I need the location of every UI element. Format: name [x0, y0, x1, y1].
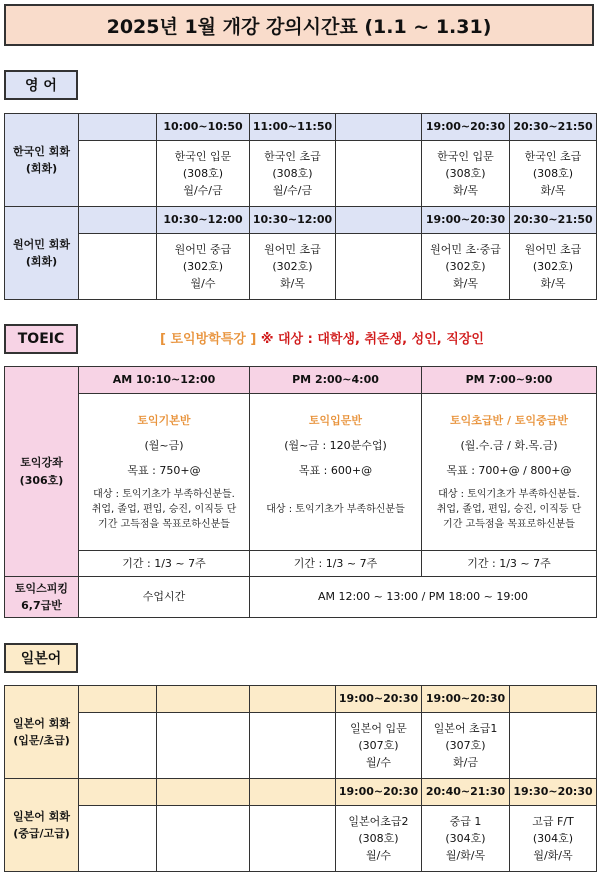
target-line: 대상 : 토익기초가 부족하신분들	[266, 504, 405, 516]
class-name: 고급 F/T	[532, 814, 574, 828]
target-line: 대상 : 토익기초가 부족하신분들.	[93, 489, 235, 501]
target-line: 취업, 졸업, 편입, 승진, 이직등 단	[436, 504, 582, 516]
class-cell	[336, 713, 422, 779]
class-cell-empty	[250, 713, 336, 779]
time-cell: AM 10:10~12:00	[79, 367, 250, 394]
class-period: 기간 : 1/3 ~ 7주	[422, 551, 597, 577]
class-cell-empty	[79, 141, 157, 207]
time-cell: 10:30~12:00	[250, 207, 336, 234]
class-days: 화/목	[280, 277, 305, 291]
speaking-times: AM 12:00 ~ 13:00 / PM 18:00 ~ 19:00	[250, 577, 597, 618]
class-cell	[422, 234, 510, 300]
time-cell-empty	[250, 779, 336, 806]
toeic-schedule-table	[4, 366, 597, 618]
class-cell	[157, 234, 250, 300]
time-cell-empty	[336, 114, 422, 141]
class-room: (302호)	[445, 259, 486, 273]
class-name: 한국인 초급	[264, 149, 321, 163]
class-name: 원어민 중급	[174, 242, 232, 256]
toeic-class-cell	[250, 394, 422, 551]
class-cell	[422, 141, 510, 207]
row-head-sub: (회화)	[25, 255, 58, 268]
class-cell-empty	[336, 234, 422, 300]
class-room: (302호)	[532, 259, 574, 273]
time-cell: 20:30~21:50	[510, 114, 597, 141]
class-cell-empty	[157, 713, 250, 779]
class-cell	[510, 141, 597, 207]
class-days: 월/수/금	[272, 184, 313, 198]
toeic-class-cell	[79, 394, 250, 551]
toeic-promo-target: ※ 대상 : 대학생, 취준생, 성인, 직장인	[260, 332, 484, 347]
class-cell	[510, 806, 597, 872]
japanese-schedule-table	[4, 685, 597, 872]
class-period: 기간 : 1/3 ~ 7주	[79, 551, 250, 577]
class-target	[252, 487, 419, 532]
class-cell	[250, 234, 336, 300]
class-days: 화/목	[453, 184, 478, 198]
target-line: 대상 : 토익기초가 부족하신분들.	[438, 489, 580, 501]
class-room: (308호)	[272, 166, 313, 180]
time-cell-empty	[510, 686, 597, 713]
row-head-sub: (입문/초급)	[13, 734, 70, 747]
class-name: 일본어 초급1	[433, 721, 498, 735]
time-cell: 19:00~20:30	[422, 686, 510, 713]
class-days: 화/목	[453, 277, 478, 291]
time-cell-empty	[336, 207, 422, 234]
class-room: (308호)	[445, 166, 486, 180]
class-cell-empty	[79, 234, 157, 300]
section-label-japanese: 일본어	[4, 643, 78, 673]
class-cell	[336, 806, 422, 872]
time-cell: PM 2:00~4:00	[250, 367, 422, 394]
class-cell-empty	[250, 806, 336, 872]
class-days: 화/목	[540, 184, 566, 198]
class-goal: 목표 : 750+@	[127, 464, 201, 478]
class-name: 토익입문반	[308, 413, 363, 427]
toeic-class-cell	[422, 394, 597, 551]
class-period: 기간 : 1/3 ~ 7주	[250, 551, 422, 577]
row-head-native-conversation	[5, 207, 79, 300]
time-cell: 11:00~11:50	[250, 114, 336, 141]
class-room: (307호)	[445, 738, 486, 752]
time-cell: 20:40~21:30	[422, 779, 510, 806]
class-name: 한국인 초급	[524, 149, 582, 163]
time-cell-empty	[79, 114, 157, 141]
page-title: 2025년 1월 개강 강의시간표 (1.1 ~ 1.31)	[4, 4, 594, 46]
row-head-japanese-advanced	[5, 779, 79, 872]
time-cell: 10:00~10:50	[157, 114, 250, 141]
class-room: (308호)	[358, 831, 399, 845]
class-days: 월/화/목	[533, 849, 573, 863]
time-cell-empty	[79, 207, 157, 234]
class-days: 월/수	[190, 277, 216, 291]
time-cell-empty	[250, 686, 336, 713]
class-name: 토익기본반	[137, 413, 191, 427]
time-cell: 19:00~20:30	[336, 779, 422, 806]
class-days: 월/수	[366, 849, 391, 863]
time-cell: 20:30~21:50	[510, 207, 597, 234]
time-cell: 19:00~20:30	[336, 686, 422, 713]
class-goal: 목표 : 700+@ / 800+@	[446, 464, 572, 478]
time-cell: PM 7:00~9:00	[422, 367, 597, 394]
class-cell	[422, 806, 510, 872]
target-line: 기간 고득점을 목표로하신분들	[98, 519, 230, 531]
class-name: 일본어초급2	[348, 814, 409, 828]
class-room: (308호)	[182, 166, 224, 180]
english-schedule-table	[4, 113, 597, 300]
class-days: (월~금 : 120분수업)	[284, 438, 387, 452]
class-days: 월/수	[366, 756, 391, 770]
class-days: (월.수.금 / 화.목.금)	[460, 438, 558, 452]
time-cell: 10:30~12:00	[157, 207, 250, 234]
class-cell-empty	[157, 806, 250, 872]
class-cell-empty	[79, 806, 157, 872]
time-cell: 19:00~20:30	[422, 207, 510, 234]
row-head-korean-conversation	[5, 114, 79, 207]
row-head-sub: (306호)	[19, 473, 64, 487]
class-room: (308호)	[532, 166, 574, 180]
class-days: 월/화/목	[445, 849, 486, 863]
speaking-label: 수업시간	[79, 577, 250, 618]
class-room: (307호)	[358, 738, 399, 752]
time-cell-empty	[157, 779, 250, 806]
row-head-title: 한국인 회화	[13, 144, 70, 158]
class-cell	[422, 713, 510, 779]
class-room: (304호)	[532, 831, 574, 845]
class-name: 원어민 초·중급	[430, 242, 501, 256]
class-cell	[250, 141, 336, 207]
class-cell	[510, 234, 597, 300]
toeic-promo	[160, 328, 484, 347]
row-head-title: 원어민 회화	[13, 237, 70, 251]
class-name: 일본어 입문	[350, 721, 407, 735]
row-head-sub: 6,7급반	[21, 599, 62, 612]
row-head-sub: (회화)	[25, 162, 58, 175]
class-cell	[157, 141, 250, 207]
class-room: (304호)	[445, 831, 486, 845]
time-cell: 19:00~20:30	[422, 114, 510, 141]
class-goal: 목표 : 600+@	[298, 464, 373, 478]
class-days: 화/목	[540, 277, 566, 291]
section-label-english: 영 어	[4, 70, 78, 100]
class-target	[81, 487, 247, 532]
class-name: 원어민 초급	[264, 242, 321, 256]
row-head-title: 일본어 회화	[13, 716, 70, 730]
time-cell: 19:30~20:30	[510, 779, 597, 806]
class-cell-empty	[336, 141, 422, 207]
class-name: 한국인 입문	[174, 149, 232, 163]
class-days: (월~금)	[144, 438, 184, 452]
class-name: 중급 1	[449, 814, 482, 828]
section-label-toeic: TOEIC	[4, 324, 78, 354]
class-days: 월/수/금	[183, 184, 223, 198]
class-name: 토익초급반 / 토익중급반	[450, 413, 568, 427]
class-name: 한국인 입문	[437, 149, 494, 163]
row-head-japanese-beginner	[5, 686, 79, 779]
row-head-toeic-speaking	[5, 577, 79, 618]
time-cell-empty	[79, 686, 157, 713]
class-room: (302호)	[272, 259, 313, 273]
class-cell-empty	[510, 713, 597, 779]
target-line: 기간 고득점을 목표로하신분들	[443, 519, 575, 531]
row-head-title: 토익강좌	[20, 456, 63, 470]
row-head-title: 일본어 회화	[13, 809, 70, 823]
time-cell-empty	[79, 779, 157, 806]
class-room: (302호)	[182, 259, 224, 273]
time-cell-empty	[157, 686, 250, 713]
row-head-sub: (중급/고급)	[13, 827, 70, 840]
class-target	[424, 487, 594, 532]
target-line: 취업, 졸업, 편입, 승진, 이직등 단	[91, 504, 237, 516]
class-cell-empty	[79, 713, 157, 779]
toeic-promo-title: [ 토익방학특강 ]	[160, 332, 257, 347]
row-head-toeic-course	[5, 367, 79, 577]
row-head-title: 토익스피킹	[14, 581, 69, 595]
class-days: 화/금	[453, 756, 478, 770]
class-name: 원어민 초급	[524, 242, 582, 256]
